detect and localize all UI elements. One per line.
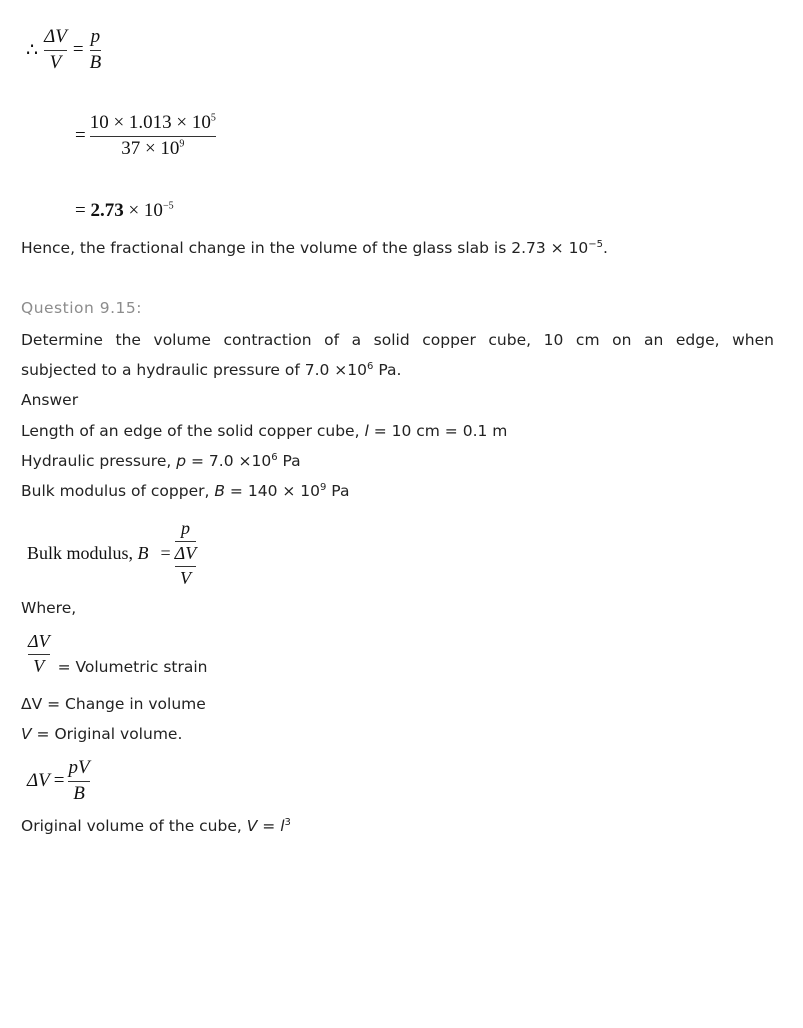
volumetric-strain-text: = Volumetric strain	[57, 658, 208, 676]
result-exponent: −5	[162, 200, 174, 212]
pressure-exponent: 6	[271, 451, 278, 463]
bulk-modulus-unit: Pa	[326, 482, 350, 500]
bulk-formula-label	[27, 543, 149, 564]
bulk-modulus-variable: B	[214, 482, 225, 500]
change-in-volume-text: = Change in volume	[42, 695, 206, 713]
delta-v-numerator: ΔV	[174, 543, 197, 563]
pressure-bulk-fraction	[90, 26, 102, 74]
result-times-ten: × 10	[123, 200, 163, 221]
original-volume-definition	[21, 724, 182, 744]
edge-length-text: Length of an edge of the solid copper cube,	[21, 422, 365, 440]
strain-fraction	[28, 631, 50, 677]
bulk-modulus-text: Bulk modulus of copper,	[21, 482, 215, 500]
v-denominator: V	[33, 656, 45, 676]
pressure-line	[21, 451, 301, 471]
fraction-bar	[44, 50, 67, 51]
pressure-value: = 7.0 ×10	[186, 452, 272, 470]
v-denominator: V	[49, 52, 62, 73]
bulk-modulus-formula	[27, 518, 196, 589]
equation-result	[75, 200, 174, 222]
change-in-volume-line	[21, 694, 206, 714]
question-exponent: 6	[367, 360, 374, 372]
cube-exponent: 3	[284, 816, 291, 828]
bulk-formula-fraction	[175, 518, 197, 589]
equals-sign: =	[257, 817, 281, 835]
denominator-base: 37 × 10	[121, 138, 180, 159]
conclusion-period: .	[603, 239, 608, 257]
conclusion-exponent: −5	[588, 238, 604, 250]
delta-v-symbol: ΔV	[21, 695, 43, 713]
volumetric-strain-definition	[28, 631, 207, 677]
pressure-variable: p	[176, 452, 187, 470]
p-numerator: p	[90, 26, 101, 47]
where-label: Where,	[21, 599, 77, 617]
p-numerator: p	[180, 518, 190, 538]
question-line-2-text: subjected to a hydraulic pressure of 7.0 ×10	[21, 361, 368, 379]
edge-length-variable: l	[364, 422, 369, 440]
bulk-formula-label-text: Bulk modulus,	[27, 543, 138, 563]
b-denominator: B	[89, 52, 102, 73]
equation-strain-ratio	[26, 26, 101, 74]
v-symbol: V	[21, 725, 32, 743]
delta-v-formula	[27, 757, 90, 805]
delta-v-numerator: ΔV	[28, 631, 50, 651]
conclusion-text	[21, 238, 608, 258]
b-denominator: B	[73, 783, 85, 804]
fraction-bar	[90, 136, 216, 137]
conclusion-body: Hence, the fractional change in the volume of the glass slab is 2.73 × 10	[21, 239, 589, 257]
delta-v-numerator: ΔV	[44, 26, 67, 47]
bulk-modulus-value: = 140 × 10	[225, 482, 320, 500]
fraction-bar	[175, 566, 197, 567]
cube-volume-line	[21, 816, 291, 836]
fraction-bar	[68, 781, 89, 782]
question-line-2-end: Pa.	[373, 361, 402, 379]
equals-sign: =	[53, 770, 65, 791]
denominator-exponent: 9	[179, 138, 185, 150]
fraction-bar	[90, 50, 102, 51]
question-line-1: Determine the volume contraction of a solid copper cube, 10 cm on an edge, when	[21, 331, 774, 349]
pv-numerator: pV	[68, 757, 90, 778]
therefore-symbol: ∴	[26, 39, 39, 61]
equation-substitution	[75, 112, 216, 160]
cube-volume-text: Original volume of the cube,	[21, 817, 247, 835]
fraction-bar	[175, 541, 197, 542]
pressure-text: Hydraulic pressure,	[21, 452, 177, 470]
equals-sign: =	[75, 200, 91, 221]
equals-sign: =	[72, 39, 84, 60]
edge-variable: l	[280, 817, 285, 835]
question-heading: Question 9.15:	[21, 299, 142, 317]
substitution-fraction	[90, 112, 216, 160]
question-line-2	[21, 360, 401, 380]
original-volume-text: = Original volume.	[31, 725, 183, 743]
result-value: 2.73	[90, 200, 124, 221]
strain-fraction	[44, 26, 67, 74]
delta-v-lhs: ΔV	[27, 770, 50, 791]
bulk-modulus-exponent: 9	[320, 481, 327, 493]
bulk-modulus-line	[21, 481, 349, 501]
bulk-formula-variable: B	[137, 543, 149, 563]
edge-length-line	[21, 421, 507, 441]
pv-over-b-fraction	[68, 757, 89, 805]
edge-length-value: = 10 cm = 0.1 m	[368, 422, 508, 440]
denominator	[121, 138, 184, 160]
v-denominator: V	[179, 568, 191, 588]
pressure-unit: Pa	[277, 452, 301, 470]
numerator	[90, 112, 216, 134]
numerator-exponent: 5	[210, 112, 216, 124]
fraction-bar	[28, 654, 50, 655]
answer-label: Answer	[21, 391, 79, 409]
equals-sign: =	[75, 125, 86, 146]
strain-subfraction	[175, 543, 197, 589]
numerator-base: 10 × 1.013 × 10	[89, 112, 211, 133]
equals-sign: =	[160, 543, 171, 563]
cube-volume-variable: V	[246, 817, 258, 835]
